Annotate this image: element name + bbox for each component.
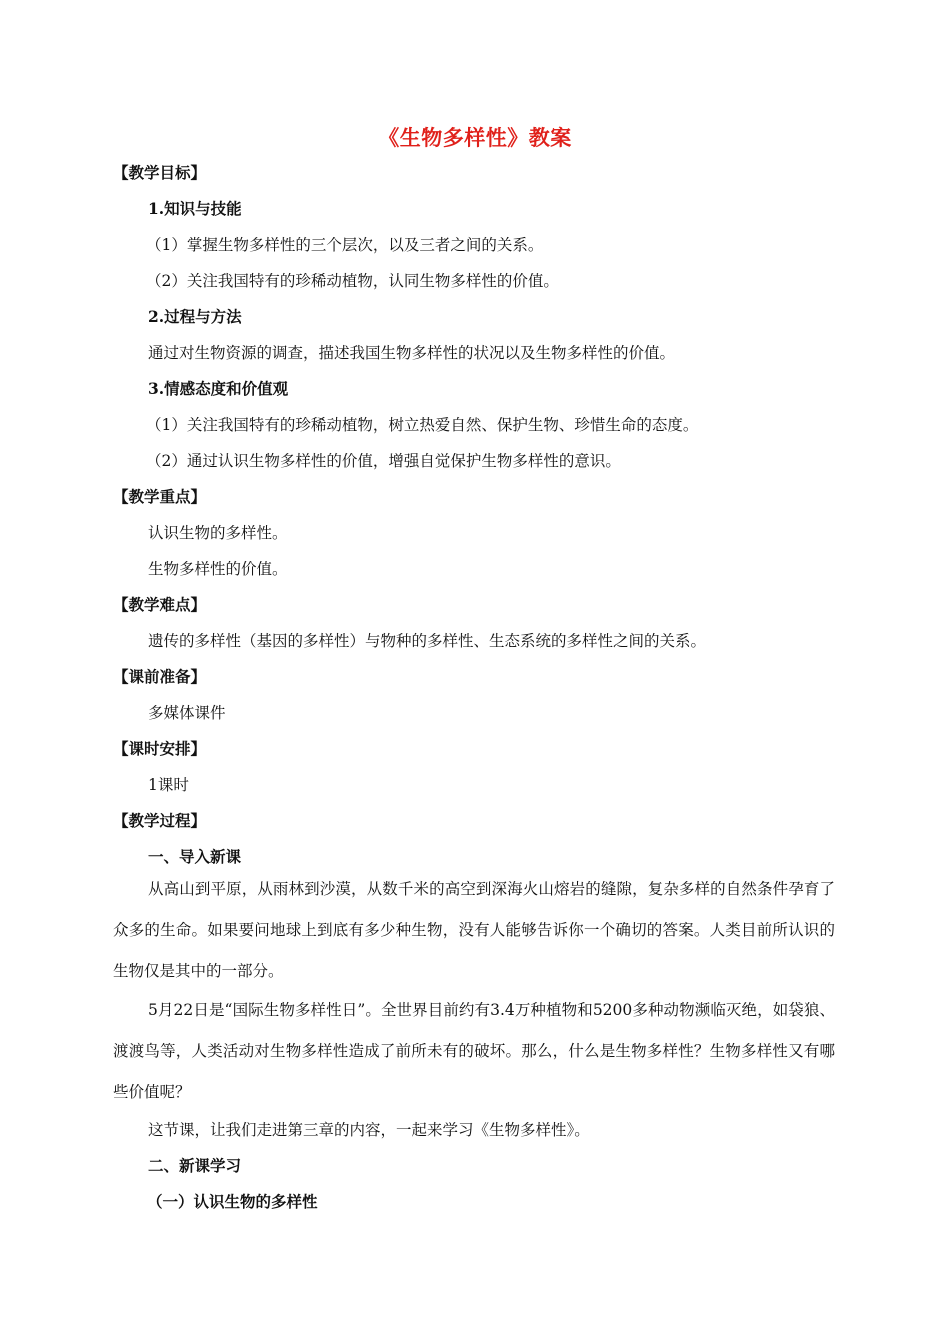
goals-section-1-item: （1）掌握生物多样性的三个层次，以及三者之间的关系。	[146, 236, 544, 254]
process-heading: 【教学过程】	[113, 811, 207, 830]
process-part-2-subtitle: （一）认识生物的多样性	[147, 1192, 318, 1211]
goals-heading: 【教学目标】	[113, 163, 207, 182]
process-part-1-paragraph: 从高山到平原，从雨林到沙漠，从数千米的高空到深海火山熔岩的缝隙，复杂多样的自然条件孕育了众多的生命。如果要问地球上到底有多少种生物，没有人能够告诉你一个确切的答案。人类目前所认识的生物仅是其中的一部分。	[113, 880, 835, 980]
process-part-1-paragraph: 这节课，让我们走进第三章的内容，一起来学习《生物多样性》。	[148, 1121, 590, 1139]
goals-section-1-item: （2）关注我国特有的珍稀动植物，认同生物多样性的价值。	[146, 272, 559, 290]
process-part-1-paragraph: 5月22日是“国际生物多样性日”。全世界目前约有3.4万种植物和5200多种动物濒临灭绝，如袋狼、渡渡鸟等，人类活动对生物多样性造成了前所未有的破坏。那么，什么是生物多样性？生物多样性又有哪些价值呢？	[113, 1001, 835, 1101]
goals-section-2-title: 2.过程与方法	[148, 307, 242, 326]
goals-section-2-text: 通过对生物资源的调查，描述我国生物多样性的状况以及生物多样性的价值。	[148, 344, 676, 362]
goals-section-3-item: （1）关注我国特有的珍稀动植物，树立热爱自然、保护生物、珍惜生命的态度。	[146, 416, 699, 434]
goals-section-3-item: （2）通过认识生物多样性的价值，增强自觉保护生物多样性的意识。	[146, 452, 621, 470]
process-part-2-title: 二、新课学习	[148, 1156, 242, 1175]
goals-section-1-title: 1.知识与技能	[148, 199, 242, 218]
schedule-text: 1课时	[148, 776, 189, 794]
difficulties-text: 遗传的多样性（基因的多样性）与物种的多样性、生态系统的多样性之间的关系。	[148, 632, 707, 650]
difficulties-heading: 【教学难点】	[113, 595, 207, 614]
key-point-item: 生物多样性的价值。	[148, 560, 288, 578]
key-points-heading: 【教学重点】	[113, 487, 207, 506]
preparation-heading: 【课前准备】	[113, 667, 207, 686]
goals-section-3-title: 3.情感态度和价值观	[148, 379, 289, 398]
key-point-item: 认识生物的多样性。	[148, 524, 288, 542]
document-title: 《生物多样性》教案	[378, 125, 572, 150]
preparation-text: 多媒体课件	[148, 704, 226, 722]
process-part-1-title: 一、导入新课	[148, 847, 242, 866]
schedule-heading: 【课时安排】	[113, 739, 207, 758]
